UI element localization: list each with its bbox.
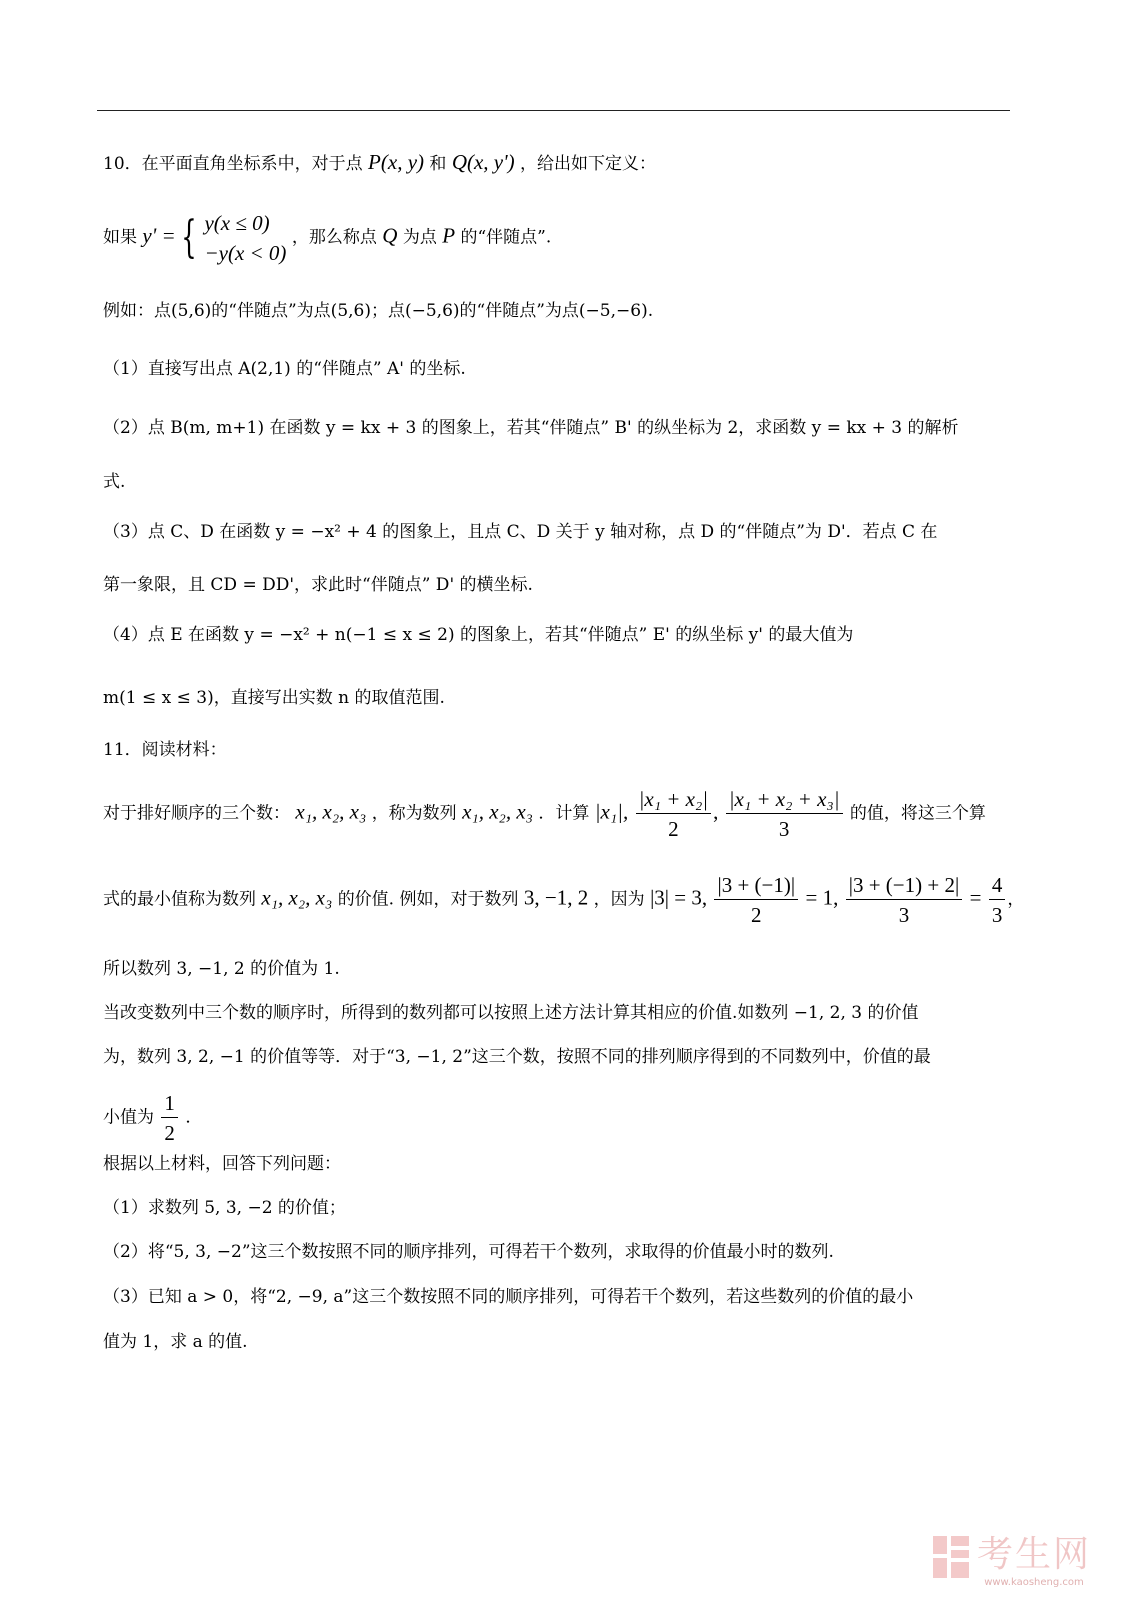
q10-sub3-line1: （3）点 C、D 在函数 y = −x² + 4 的图象上，且点 C、D 关于 y 轴对称，点 D 的“伴随点”为 D'．若点 C 在 [103, 522, 938, 542]
q10-sub2-line1: （2）点 B(m, m+1) 在函数 y = kx + 3 的图象上，若其“伴随点” B' 的纵坐标为 2，求函数 y = kx + 3 的解析 [103, 418, 959, 438]
logo-url: www.kaosheng.com [984, 1577, 1084, 1588]
q11-para3: 所以数列 3, −1, 2 的价值为 1. [103, 959, 340, 979]
q11-prompt: 根据以上材料，回答下列问题： [103, 1154, 341, 1174]
q11-para4-line1: 当改变数列中三个数的顺序时，所得到的数列都可以按照上述方法计算其相应的价值.如数列 −1, 2, 3 的价值 [103, 1003, 919, 1023]
q10-sub1: （1）直接写出点 A(2,1) 的“伴随点” A' 的坐标. [103, 359, 466, 379]
fraction-1: $\frac{\text{|x₁ + x₂|}}{2}$ [636, 786, 711, 842]
brace-symbol: { [181, 212, 197, 263]
q10-sub4-line2: m(1 ≤ x ≤ 3)，直接写出实数 n 的取值范围. [103, 688, 445, 708]
q11-sub3-line2: 值为 1，求 a 的值. [103, 1332, 248, 1352]
q11-sub2: （2）将“5, 3, −2”这三个数按照不同的顺序排列，可得若干个数列，求取得的价值最小时的数列. [103, 1242, 834, 1262]
q11-sub1: （1）求数列 5, 3, −2 的价值； [103, 1198, 346, 1218]
q11-para2: 式的最小值称为数列 x₁, x₂, x₃ 的价值. 例如，对于数列 3, −1, 2 ，因为 |3| = 3, $\frac{|3 + (-1)|}{2}$ = 1, $\frac{|3 + (-1) + 2|}{3}$ = $\frac{4}{3}$ ， [103, 873, 1025, 927]
q10-example: 例如：点(5,6)的“伴随点”为点(5,6)；点(−5,6)的“伴随点”为点(−5,−6). [103, 301, 654, 321]
fraction-6: $\frac{1}{2}$ [161, 1090, 178, 1146]
logo-icon [931, 1534, 971, 1580]
q11-para4-line3: 小值为 $\frac{1}{2}$ ． [103, 1091, 203, 1145]
q11-para4-line2: 为，数列 3, 2, −1 的价值等等．对于“3, −1, 2”这三个数，按照不同的排列顺序得到的不同数列中，价值的最 [103, 1047, 931, 1067]
q10-sub3-line2: 第一象限，且 CD = DD'，求此时“伴随点” D' 的横坐标. [103, 575, 533, 595]
fraction-5: $\frac{4}{3}$ [989, 872, 1006, 928]
q10-definition: 如果 y' = { y(x ≤ 0) −y(x < 0) ，那么称点 Q 为点 P 的“伴随点”. [103, 208, 551, 268]
logo-name: 考生网 [976, 1534, 1091, 1575]
fraction-3: $\frac{|3 + (-1)|}{2}$ [714, 872, 798, 928]
piecewise-cases: y(x ≤ 0) −y(x < 0) [204, 211, 287, 265]
q10-sub4-line1: （4）点 E 在函数 y = −x² + n(−1 ≤ x ≤ 2) 的图象上，若其“伴随点” E' 的纵坐标 y' 的最大值为 [103, 625, 854, 645]
fraction-4: $\frac{|3 + (-1) + 2|}{3}$ [846, 872, 962, 928]
q11-para1: 对于排好顺序的三个数： x₁, x₂, x₃ ，称为数列 x₁, x₂, x₃ ．计算 |x₁|, $\frac{\text{|x₁ + x₂|}}{2}$ , $\frac{\text{|x₁ + x₂ + x₃|}}{3}$ 的值，将这三个算 [103, 787, 986, 841]
q10-line1: 10．在平面直角坐标系中，对于点 P(x, y) 和 Q(x, y') ，给出如下定义： [103, 150, 657, 174]
watermark-logo [931, 1526, 1091, 1588]
header-rule [97, 110, 1010, 111]
q11-sub3-line1: （3）已知 a > 0，将“2, −9, a”这三个数按照不同的顺序排列，可得若干个数列，若这些数列的价值的最小 [103, 1287, 914, 1307]
fraction-2: $\frac{\text{|x₁ + x₂ + x₃|}}{3}$ [726, 786, 843, 842]
q10-sub2-line2: 式. [103, 472, 126, 492]
q11-title: 11．阅读材料： [103, 740, 227, 760]
